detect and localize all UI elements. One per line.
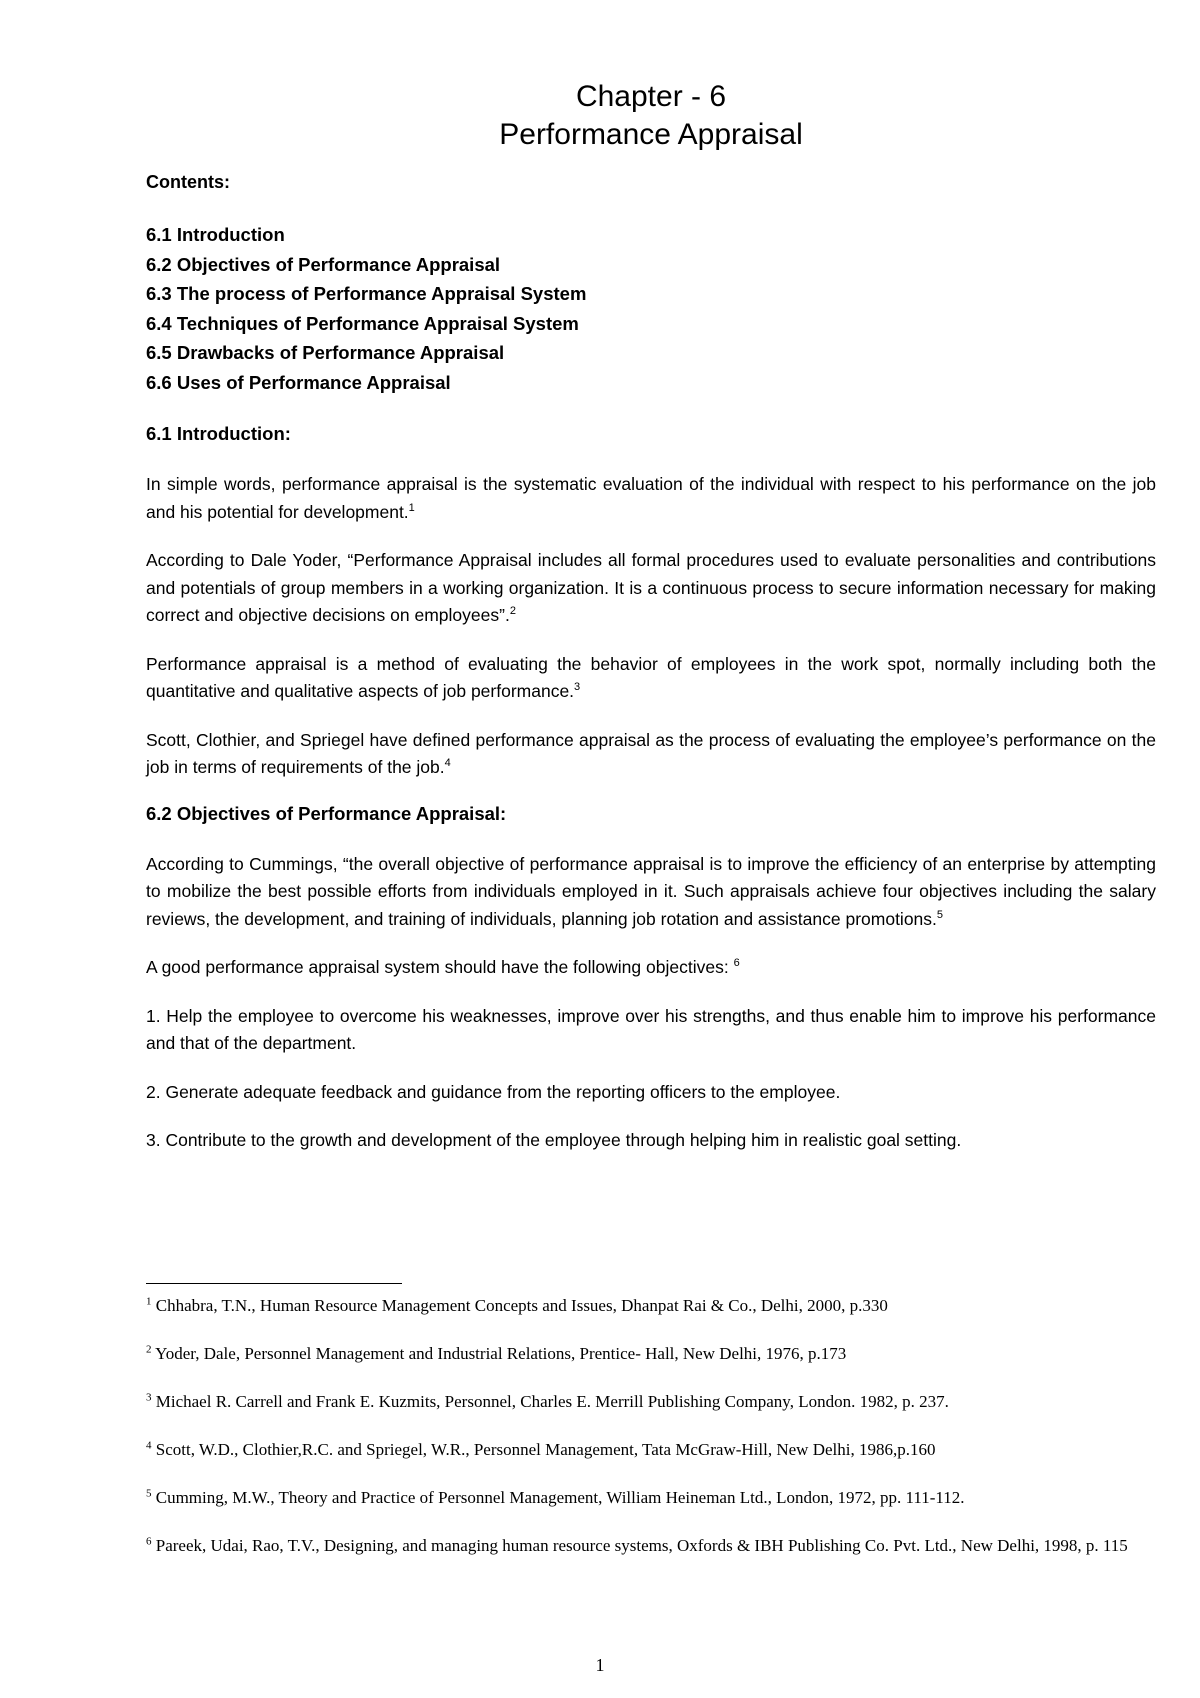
paragraph: Scott, Clothier, and Spriegel have defined performance appraisal as the process of evaluating the employee’s performance on the job in terms of requirements of the job.$^4$ bbox=[146, 729, 1156, 777]
footnote-ref: 2 bbox=[509, 605, 516, 618]
table-of-contents bbox=[146, 220, 1156, 397]
paragraph: In simple words, performance appraisal is the systematic evaluation of the individual with respect to his performance on the job and his potential for development.$^1$ bbox=[146, 474, 1156, 522]
section-heading-objectives: 6.2 Objectives of Performance Appraisal: bbox=[146, 802, 507, 824]
footnote-ref: 6 bbox=[733, 957, 740, 970]
footnote-ref: 3 bbox=[574, 681, 581, 694]
toc-item: 6.4 Techniques of Performance Appraisal System bbox=[146, 312, 579, 334]
contents-label: Contents: bbox=[146, 172, 230, 192]
list-item: 3. Contribute to the growth and development of the employee through helping him in realistic goal setting. bbox=[146, 1130, 962, 1150]
toc-item: 6.1 Introduction bbox=[146, 224, 285, 245]
main-content bbox=[146, 78, 1156, 1176]
toc-item: 6.5 Drawbacks of Performance Appraisal bbox=[146, 342, 505, 363]
paragraph: A good performance appraisal system should have the following objectives: $^6$ bbox=[146, 957, 740, 977]
footnote: $^3$ Michael R. Carrell and Frank E. Kuzmits, Personnel, Charles E. Merrill Publishing Company, London. 1982, p. 237. bbox=[146, 1391, 949, 1411]
chapter-subtitle: Performance Appraisal bbox=[499, 118, 803, 151]
toc-item: 6.2 Objectives of Performance Appraisal bbox=[146, 253, 501, 275]
footnote: $^1$ Chhabra, T.N., Human Resource Management Concepts and Issues, Dhanpat Rai & Co., Delhi, 2000, p.330 bbox=[146, 1295, 888, 1315]
list-item: 1. Help the employee to overcome his weaknesses, improve over his strengths, and thus enable him to improve his performance and that of the department. bbox=[146, 1005, 1156, 1053]
list-item: 2. Generate adequate feedback and guidance from the reporting officers to the employee. bbox=[146, 1081, 841, 1102]
paragraph: According to Cummings, “the overall objective of performance appraisal is to improve the efficiency of an enterprise by attempting to mobilize the best possible efforts from individuals employed in it. Such appraisals achieve four objectives including the salary reviews, the development, and training of individuals, planning job rotation and assistance promotions.$^5$ bbox=[146, 853, 1156, 929]
footnote: $^4$ Scott, W.D., Clothier,R.C. and Spriegel, W.R., Personnel Management, Tata McGraw-Hill, New Delhi, 1986,p.160 bbox=[146, 1439, 936, 1459]
section-heading-introduction: 6.1 Introduction: bbox=[146, 423, 291, 444]
toc-item: 6.6 Uses of Performance Appraisal bbox=[146, 371, 451, 393]
paragraph: According to Dale Yoder, “Performance Appraisal includes all formal procedures used to evaluate personalities and contributions and potentials of group members in a working organization. It is a continuous process to secure information necessary for making correct and objective decisions on employees”.$^2$ bbox=[146, 550, 1156, 625]
page-number: 1 bbox=[595, 1655, 605, 1675]
footnote-ref: 4 bbox=[444, 757, 451, 770]
footnote: $^5$ Cumming, M.W., Theory and Practice of Personnel Management, William Heineman Ltd., London, 1972, pp. 111-112. bbox=[146, 1487, 965, 1507]
chapter-title: Chapter - 6 bbox=[575, 80, 727, 113]
footnote: $^2$ Yoder, Dale, Personnel Management and Industrial Relations, Prentice- Hall, New Delhi, 1976, p.173 bbox=[146, 1343, 847, 1363]
footnotes bbox=[146, 1283, 1156, 1582]
footnote: $^6$ Pareek, Udai, Rao, T.V., Designing, and managing human resource systems, Oxfords & IBH Publishing Co. Pvt. Ltd., New Delhi, 1998, p. 115 bbox=[146, 1535, 1128, 1555]
footnote-ref: 1 bbox=[408, 501, 415, 514]
toc-item: 6.3 The process of Performance Appraisal System bbox=[146, 283, 587, 304]
footnote-separator bbox=[146, 1283, 402, 1284]
footnote-ref: 5 bbox=[936, 908, 944, 921]
paragraph: Performance appraisal is a method of evaluating the behavior of employees in the work spot, normally including both the quantitative and qualitative aspects of job performance.$^3$ bbox=[146, 653, 1156, 701]
